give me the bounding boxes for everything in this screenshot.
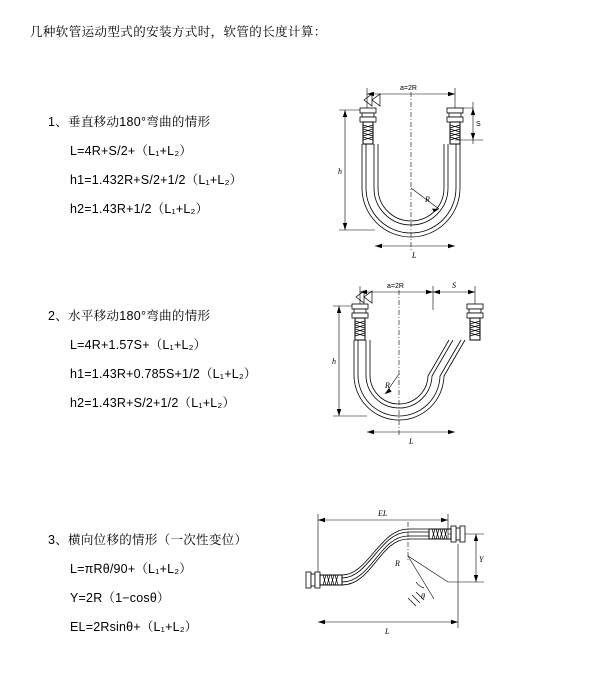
text-block-3 bbox=[48, 530, 308, 635]
formula-1-2: h1=1.432R+S/2+1/2（L₁+L₂） bbox=[70, 173, 243, 187]
svg-text:h: h bbox=[332, 357, 336, 366]
svg-text:a=2R: a=2R bbox=[400, 85, 417, 92]
svg-text:L: L bbox=[385, 627, 390, 636]
svg-text:L: L bbox=[409, 437, 414, 446]
text-block-1 bbox=[48, 112, 308, 217]
svg-text:S: S bbox=[476, 121, 481, 128]
svg-text:R: R bbox=[425, 195, 430, 204]
section-heading-3: 3、横向位移的情形（一次性变位） bbox=[48, 533, 248, 547]
figure-vertical-180 bbox=[305, 78, 495, 268]
formula-3-2: Y=2R（1−cosθ） bbox=[70, 591, 170, 605]
formula-3-3: EL=2Rsinθ+（L₁+L₂） bbox=[70, 620, 198, 634]
svg-text:R: R bbox=[395, 559, 400, 568]
svg-text:S: S bbox=[452, 281, 456, 290]
svg-text:L: L bbox=[412, 251, 417, 260]
section-heading-2: 2、水平移动180°弯曲的情形 bbox=[48, 309, 211, 323]
figure-horizontal-180 bbox=[305, 276, 495, 461]
text-block-2 bbox=[48, 306, 308, 411]
formula-2-1: L=4R+1.57S+（L₁+L₂） bbox=[70, 338, 207, 352]
svg-text:a=2R: a=2R bbox=[387, 283, 404, 290]
svg-text:Y: Y bbox=[479, 555, 484, 564]
formula-3-1: L=πRθ/90+（L₁+L₂） bbox=[70, 562, 193, 576]
svg-text:R: R bbox=[385, 381, 390, 390]
svg-text:h: h bbox=[338, 167, 342, 176]
section-heading-1: 1、垂直移动180°弯曲的情形 bbox=[48, 115, 211, 129]
svg-text:θ: θ bbox=[421, 592, 425, 601]
svg-text:EL: EL bbox=[378, 509, 388, 518]
formula-1-3: h2=1.43R+1/2（L₁+L₂） bbox=[70, 202, 209, 216]
formula-1-1: L=4R+S/2+（L₁+L₂） bbox=[70, 144, 193, 158]
formula-2-3: h2=1.43R+S/2+1/2（L₁+L₂） bbox=[70, 396, 236, 410]
formula-2-2: h1=1.43R+0.785S+1/2（L₁+L₂） bbox=[70, 367, 257, 381]
page-title: 几种软管运动型式的安装方式时，软管的长度计算： bbox=[30, 25, 327, 39]
figure-lateral-offset bbox=[288, 504, 498, 644]
